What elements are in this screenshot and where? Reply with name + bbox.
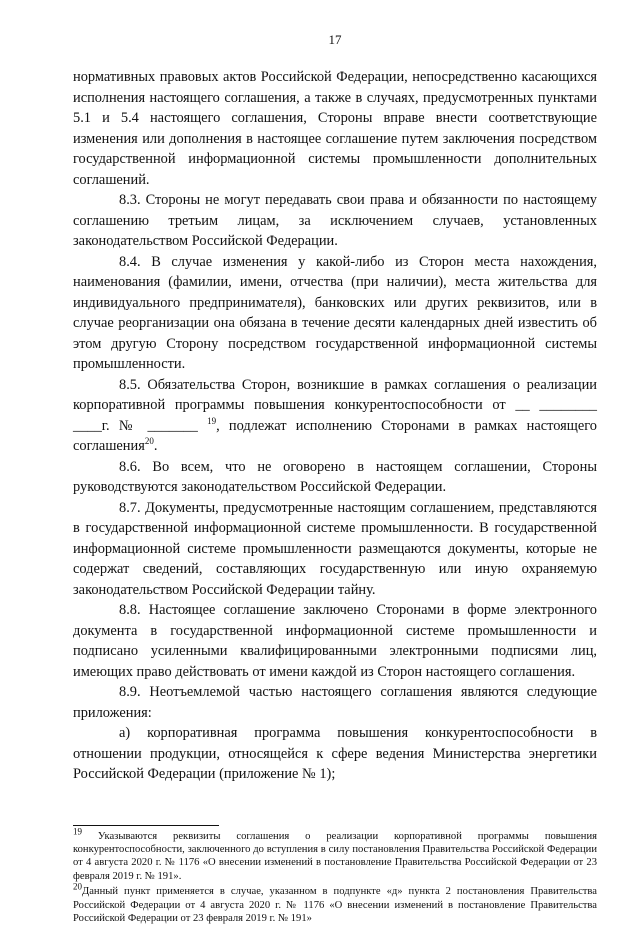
page-number: 17 (73, 0, 597, 48)
paragraph-8-5-text-c: . (154, 438, 158, 454)
footnote-19-text: Указываются реквизиты соглашения о реализации корпоративной программы повышения конкурентоспособности, заключенного до вступления в силу постановления Правительства Российской Федерации от 4 августа 2020 г. № 1176 «О внесении изменений в постановление Правительства Российской Федерации от 23 февраля 2019 г. № 191». (73, 831, 597, 882)
footnote-mark-19: 19 (73, 826, 82, 836)
paragraph-8-6: 8.6. Во всем, что не оговорено в настоящем соглашении, Стороны руководствуются законодательством Российской Федерации. (73, 457, 597, 498)
footnote-19 (73, 830, 597, 884)
document-body (73, 67, 597, 785)
paragraph-8-5 (73, 375, 597, 457)
paragraph-8-5-text-b: , подлежат исполнению Сторонами в рамках настоящего соглашения (73, 418, 597, 455)
paragraph-8-8: 8.8. Настоящее соглашение заключено Сторонами в форме электронного документа в государственной информационной системе промышленности и подписано усиленными квалифицированными электронными подписями лиц, имеющих право действовать от имени каждой из Сторон настоящего соглашения. (73, 600, 597, 682)
footnote-ref-19[interactable]: 19 (207, 416, 216, 426)
paragraph-8-9: 8.9. Неотъемлемой частью настоящего соглашения являются следующие приложения: (73, 682, 597, 723)
footnote-separator (73, 825, 219, 826)
paragraph-8-4: 8.4. В случае изменения у какой-либо из Сторон места нахождения, наименования (фамилии, имени, отчества (при наличии), места жительства для индивидуального предпринимателя), банковских или других реквизитов, или в случае реорганизации она обязана в течение десяти календарных дней известить об этом другую Сторону посредством государственной информационной системы промышленности. (73, 252, 597, 375)
footnote-mark-20: 20 (73, 882, 82, 892)
footnotes (73, 830, 597, 925)
paragraph-8-3: 8.3. Стороны не могут передавать свои права и обязанности по настоящему соглашению третьим лицам, за исключением случаев, установленных законодательством Российской Федерации. (73, 190, 597, 252)
paragraph-8-7: 8.7. Документы, предусмотренные настоящим соглашением, представляются в государственной информационной системе промышленности. В государственной информационной системе промышленности размещаются документы, которые не содержат сведений, составляющих государственную или иную охраняемую законодательством Российской Федерации тайну. (73, 498, 597, 601)
paragraph-8-9-a: а) корпоративная программа повышения конкурентоспособности в отношении продукции, относящейся к сфере ведения Министерства энергетики Российской Федерации (приложение № 1); (73, 723, 597, 785)
footnote-ref-20[interactable]: 20 (145, 436, 154, 446)
footnote-20-text: Данный пункт применяется в случае, указанном в подпункте «д» пункта 2 постановления Правительства Российской Федерации от 4 августа 2020 г. № 1176 «О внесении изменений в постановление Правительства Российской Федерации от 23 февраля 2019 г. № 191» (73, 886, 597, 924)
paragraph-8-5-text-a: 8.5. Обязательства Сторон, возникшие в рамках соглашения о реализации корпоративной программы повышения конкурентоспособности от __ ________ ____г. № _______ (73, 377, 597, 434)
paragraph-continuation: нормативных правовых актов Российской Федерации, непосредственно касающихся исполнения настоящего соглашения, а также в случаях, предусмотренных пунктами 5.1 и 5.4 настоящего соглашения, Стороны вправе внести соответствующие изменения или дополнения в настоящее соглашение путем заключения посредством государственной информационной системы промышленности дополнительных соглашений. (73, 67, 597, 190)
footnote-20 (73, 885, 597, 925)
